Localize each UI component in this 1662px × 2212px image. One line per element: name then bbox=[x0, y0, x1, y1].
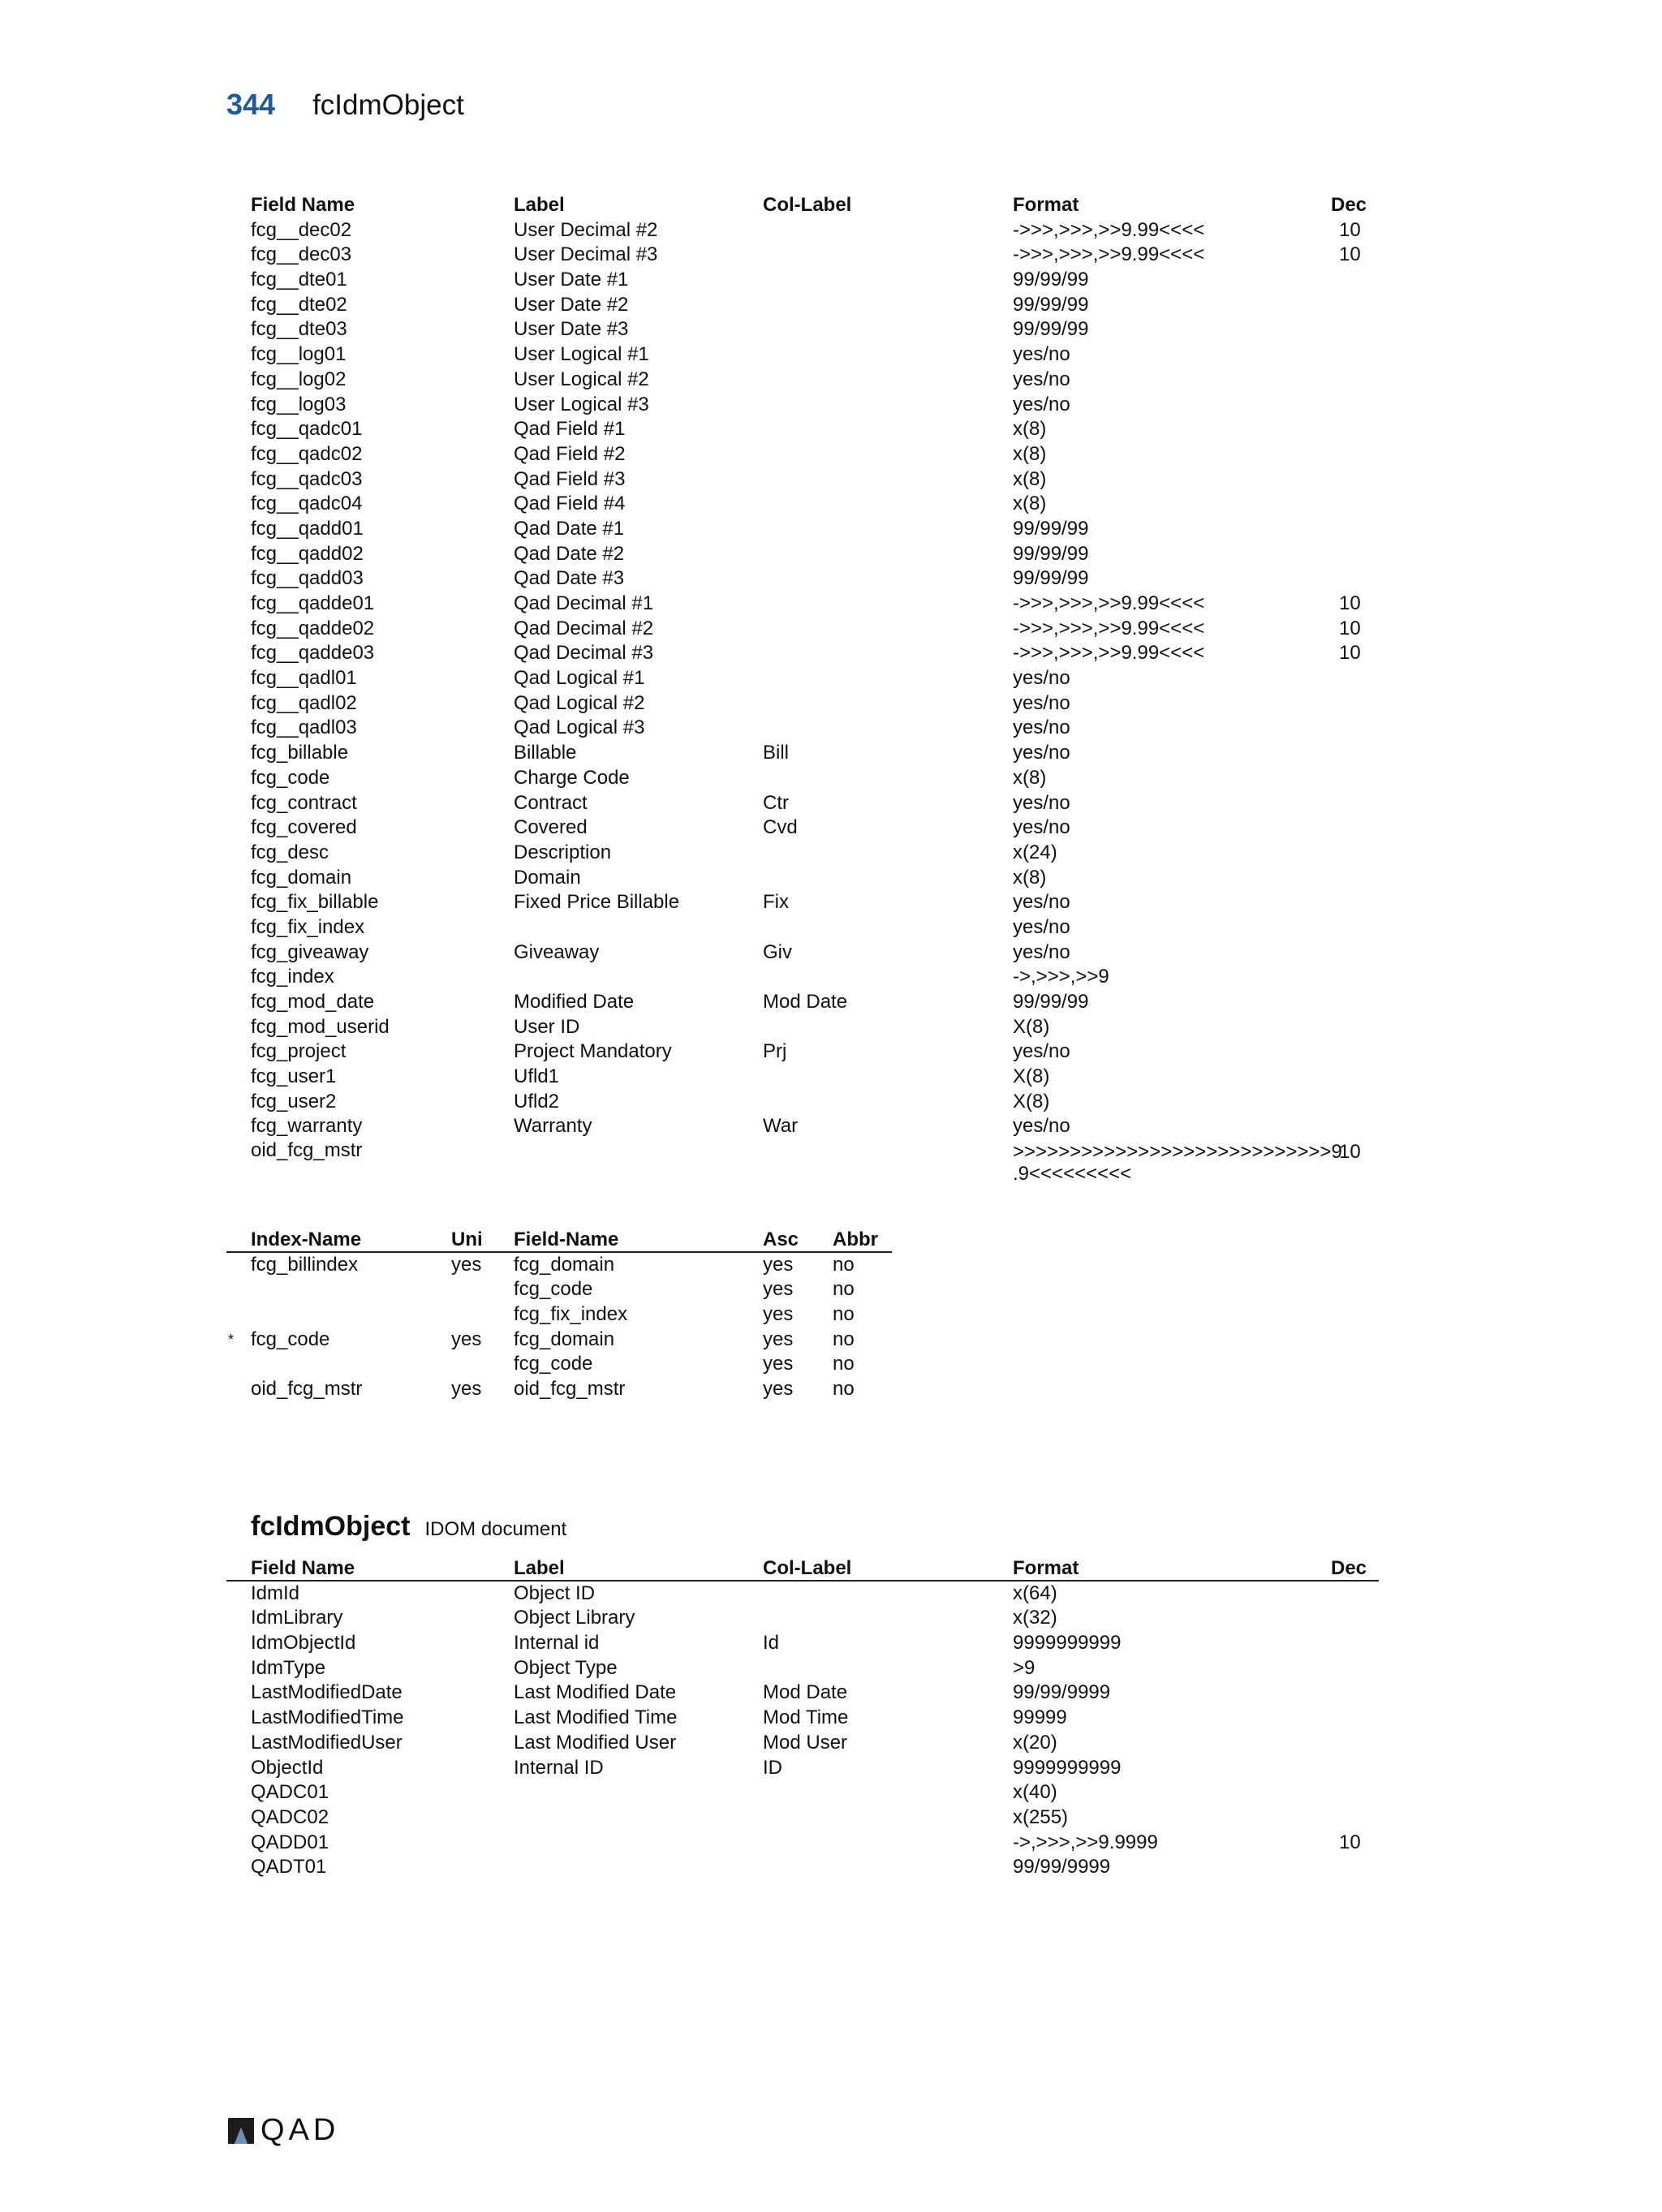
field-name: QADC01 bbox=[251, 1781, 329, 1804]
asc: yes bbox=[763, 1253, 794, 1276]
abbr: no bbox=[833, 1253, 855, 1276]
format-line-2: .9<<<<<<<<< bbox=[1013, 1163, 1132, 1186]
col-col-label: Col-Label bbox=[763, 194, 852, 216]
page-title: fcIdmObject bbox=[312, 89, 464, 121]
field-name: oid_fcg_mstr bbox=[514, 1378, 626, 1401]
field-name: fcg_domain bbox=[251, 866, 352, 889]
label: User Logical #2 bbox=[514, 368, 649, 390]
abbr: no bbox=[833, 1303, 855, 1326]
field-name: fcg_fix_billable bbox=[251, 891, 379, 914]
label: Qad Date #3 bbox=[514, 567, 625, 590]
label: Qad Date #2 bbox=[514, 542, 625, 565]
field-name: IdmType bbox=[251, 1656, 326, 1679]
table-row bbox=[226, 1656, 1379, 1681]
field-name: fcg_covered bbox=[251, 816, 357, 839]
label: User Logical #3 bbox=[514, 393, 649, 415]
label: Qad Field #2 bbox=[514, 442, 626, 465]
field-name: LastModifiedUser bbox=[251, 1731, 403, 1754]
format: 99/99/9999 bbox=[1013, 1856, 1111, 1878]
label: User Decimal #2 bbox=[514, 218, 658, 241]
label: Contract bbox=[514, 791, 588, 814]
table-row bbox=[226, 816, 1379, 841]
field-name: fcg__qadc02 bbox=[251, 442, 363, 465]
format: yes/no bbox=[1013, 717, 1070, 739]
table-row bbox=[226, 1065, 1379, 1090]
label: Qad Decimal #3 bbox=[514, 642, 654, 665]
label: Qad Decimal #1 bbox=[514, 592, 654, 614]
col-dec: Dec bbox=[1331, 1557, 1367, 1579]
section-name: fcIdmObject bbox=[251, 1511, 411, 1542]
col-abbr: Abbr bbox=[833, 1229, 878, 1250]
col-label: Bill bbox=[763, 742, 790, 764]
label: Object ID bbox=[514, 1582, 596, 1604]
format: 99/99/99 bbox=[1013, 293, 1089, 316]
field-name: fcg_giveaway bbox=[251, 940, 369, 963]
label: Object Type bbox=[514, 1656, 618, 1679]
dec: 10 bbox=[1339, 218, 1361, 241]
field-name: IdmId bbox=[251, 1582, 300, 1604]
index-row bbox=[226, 1328, 892, 1353]
label: User Date #2 bbox=[514, 293, 629, 316]
index-row bbox=[226, 1302, 892, 1328]
format: x(8) bbox=[1013, 418, 1047, 441]
table-row bbox=[226, 592, 1379, 617]
field-name: fcg__log02 bbox=[251, 368, 347, 390]
abbr: no bbox=[833, 1353, 855, 1375]
qad-logo bbox=[226, 2113, 339, 2148]
table-row bbox=[226, 317, 1379, 342]
field-name: fcg_billable bbox=[251, 742, 349, 764]
fields-table-header bbox=[226, 193, 1379, 218]
field-name: fcg__qadc04 bbox=[251, 493, 363, 515]
field-name: fcg_user2 bbox=[251, 1090, 337, 1112]
field-name: oid_fcg_mstr bbox=[251, 1139, 363, 1162]
col-field-name: Field Name bbox=[251, 194, 355, 216]
table-row bbox=[226, 243, 1379, 268]
format: x(8) bbox=[1013, 493, 1047, 515]
table-row bbox=[226, 990, 1379, 1015]
label: User Logical #1 bbox=[514, 343, 649, 366]
format: 99/99/99 bbox=[1013, 517, 1089, 540]
field-name: fcg__log03 bbox=[251, 393, 347, 415]
field-name: fcg__dte01 bbox=[251, 269, 347, 291]
index-row bbox=[226, 1352, 892, 1377]
dec: 10 bbox=[1339, 592, 1361, 614]
table-row bbox=[226, 1631, 1379, 1656]
field-name: fcg_contract bbox=[251, 791, 357, 814]
table-row bbox=[226, 218, 1379, 243]
uni: yes bbox=[451, 1378, 482, 1401]
field-name: fcg__dec02 bbox=[251, 218, 352, 241]
fields-table bbox=[226, 193, 1379, 1186]
label: Project Mandatory bbox=[514, 1040, 672, 1063]
label: User Date #1 bbox=[514, 269, 629, 291]
format: yes/no bbox=[1013, 1040, 1070, 1063]
col-uni: Uni bbox=[451, 1229, 483, 1250]
table-row bbox=[226, 393, 1379, 418]
format: yes/no bbox=[1013, 816, 1070, 839]
field-name: IdmLibrary bbox=[251, 1607, 343, 1629]
field-name: fcg_index bbox=[251, 966, 334, 988]
page-header bbox=[226, 88, 464, 128]
table-row bbox=[226, 1582, 1379, 1607]
uni: yes bbox=[451, 1253, 482, 1276]
format: yes/no bbox=[1013, 791, 1070, 814]
table-row bbox=[226, 915, 1379, 940]
label: Modified Date bbox=[514, 991, 635, 1013]
format: yes/no bbox=[1013, 1115, 1070, 1138]
field-name: fcg_domain bbox=[514, 1328, 615, 1350]
index-name: oid_fcg_mstr bbox=[251, 1378, 363, 1401]
field-name: fcg_code bbox=[514, 1278, 593, 1301]
table-row bbox=[226, 1114, 1379, 1139]
format: x(8) bbox=[1013, 442, 1047, 465]
format: ->>>,>>>,>>9.99<<<< bbox=[1013, 243, 1205, 266]
field-name: QADD01 bbox=[251, 1831, 329, 1853]
field-name: QADT01 bbox=[251, 1856, 327, 1878]
index-row bbox=[226, 1377, 892, 1402]
idm-table-header bbox=[226, 1556, 1379, 1582]
table-row bbox=[226, 1756, 1379, 1781]
col-label: Mod Time bbox=[763, 1706, 849, 1729]
format: 99/99/99 bbox=[1013, 567, 1089, 590]
label: Last Modified User bbox=[514, 1731, 677, 1754]
table-row bbox=[226, 1805, 1379, 1831]
table-row bbox=[226, 268, 1379, 293]
format: ->>>,>>>,>>9.99<<<< bbox=[1013, 617, 1205, 639]
format: x(64) bbox=[1013, 1582, 1057, 1604]
col-field-name: Field Name bbox=[251, 1557, 355, 1579]
abbr: no bbox=[833, 1328, 855, 1350]
col-field-name: Field-Name bbox=[514, 1229, 619, 1250]
table-row bbox=[226, 1831, 1379, 1856]
label: Warranty bbox=[514, 1115, 592, 1138]
format: yes/no bbox=[1013, 742, 1070, 764]
label: Qad Logical #1 bbox=[514, 667, 645, 690]
field-name: fcg__qadl01 bbox=[251, 667, 357, 690]
format: x(8) bbox=[1013, 467, 1047, 490]
label: Covered bbox=[514, 816, 588, 839]
label: Object Library bbox=[514, 1607, 635, 1629]
table-row bbox=[226, 417, 1379, 442]
field-name: QADC02 bbox=[251, 1805, 329, 1828]
format: ->>>,>>>,>>9.99<<<< bbox=[1013, 218, 1205, 241]
asc: yes bbox=[763, 1353, 794, 1375]
table-row bbox=[226, 1780, 1379, 1805]
field-name: fcg__qadd03 bbox=[251, 567, 364, 590]
section-title bbox=[251, 1511, 566, 1543]
qad-logo-icon bbox=[226, 2116, 256, 2145]
format: x(24) bbox=[1013, 841, 1057, 863]
dec: 10 bbox=[1339, 617, 1361, 639]
field-name: fcg__dte02 bbox=[251, 293, 347, 316]
format: yes/no bbox=[1013, 940, 1070, 963]
table-row bbox=[226, 1681, 1379, 1706]
index-row bbox=[226, 1253, 892, 1278]
field-name: fcg__qadd01 bbox=[251, 517, 364, 540]
label: Qad Field #1 bbox=[514, 418, 626, 441]
table-row bbox=[226, 1606, 1379, 1631]
format: 99/99/99 bbox=[1013, 318, 1089, 341]
index-name: fcg_billindex bbox=[251, 1253, 359, 1276]
table-row bbox=[226, 293, 1379, 318]
field-name: fcg_desc bbox=[251, 841, 329, 863]
format: 99999 bbox=[1013, 1706, 1067, 1729]
asc: yes bbox=[763, 1378, 794, 1401]
field-name: fcg_code bbox=[514, 1353, 593, 1375]
index-name: fcg_code bbox=[251, 1328, 330, 1350]
field-name: fcg_mod_userid bbox=[251, 1015, 390, 1038]
format: 99/99/99 bbox=[1013, 991, 1089, 1013]
table-row bbox=[226, 791, 1379, 816]
format: x(8) bbox=[1013, 766, 1047, 789]
col-label: Id bbox=[763, 1632, 780, 1655]
table-row bbox=[226, 542, 1379, 567]
field-name: fcg_domain bbox=[514, 1253, 615, 1276]
index-row bbox=[226, 1277, 892, 1302]
table-row bbox=[226, 517, 1379, 542]
label: Last Modified Date bbox=[514, 1681, 677, 1704]
label: Billable bbox=[514, 742, 577, 764]
format: 99/99/99 bbox=[1013, 269, 1089, 291]
label: Ufld2 bbox=[514, 1090, 560, 1112]
label: Qad Field #4 bbox=[514, 493, 626, 515]
label: Last Modified Time bbox=[514, 1706, 678, 1729]
table-row bbox=[226, 965, 1379, 990]
format: x(40) bbox=[1013, 1781, 1057, 1804]
label: Giveaway bbox=[514, 940, 600, 963]
table-row bbox=[226, 1855, 1379, 1880]
table-row bbox=[226, 841, 1379, 866]
format-line-1: >>>>>>>>>>>>>>>>>>>>>>>>>>>>9 bbox=[1013, 1141, 1342, 1164]
col-label: Cvd bbox=[763, 816, 798, 839]
format: x(8) bbox=[1013, 866, 1047, 889]
format: ->,>>>,>>9.9999 bbox=[1013, 1831, 1158, 1853]
dec: 10 bbox=[1339, 642, 1361, 665]
format: 99/99/9999 bbox=[1013, 1681, 1111, 1704]
col-label: War bbox=[763, 1115, 799, 1138]
table-row bbox=[226, 666, 1379, 691]
format: yes/no bbox=[1013, 891, 1070, 914]
col-format: Format bbox=[1013, 194, 1079, 216]
format: 9999999999 bbox=[1013, 1756, 1122, 1779]
label: Description bbox=[514, 841, 612, 863]
table-row bbox=[226, 766, 1379, 791]
abbr: no bbox=[833, 1278, 855, 1301]
idm-fields-table bbox=[226, 1556, 1379, 1880]
table-row bbox=[226, 1139, 1379, 1186]
col-label: Mod User bbox=[763, 1731, 848, 1754]
field-name: IdmObjectId bbox=[251, 1632, 356, 1655]
label: Internal id bbox=[514, 1632, 600, 1655]
table-row bbox=[226, 467, 1379, 493]
label: Qad Field #3 bbox=[514, 467, 626, 490]
format: X(8) bbox=[1013, 1090, 1050, 1112]
format: yes/no bbox=[1013, 368, 1070, 390]
col-label: Fix bbox=[763, 891, 789, 914]
table-row bbox=[226, 1090, 1379, 1115]
field-name: fcg__qadc03 bbox=[251, 467, 363, 490]
field-name: fcg_fix_index bbox=[251, 915, 365, 938]
col-label: Mod Date bbox=[763, 1681, 848, 1704]
format: yes/no bbox=[1013, 915, 1070, 938]
table-row bbox=[226, 641, 1379, 666]
label: User Decimal #3 bbox=[514, 243, 658, 266]
field-name: fcg__qadde03 bbox=[251, 642, 375, 665]
col-label: Giv bbox=[763, 940, 792, 963]
field-name: fcg_project bbox=[251, 1040, 347, 1063]
label: Domain bbox=[514, 866, 581, 889]
field-name: fcg__dte03 bbox=[251, 318, 347, 341]
table-row bbox=[226, 940, 1379, 966]
table-row bbox=[226, 492, 1379, 517]
format: yes/no bbox=[1013, 667, 1070, 690]
col-label: Label bbox=[514, 1557, 565, 1579]
format: x(20) bbox=[1013, 1731, 1057, 1754]
col-label: Label bbox=[514, 194, 565, 216]
label: Qad Date #1 bbox=[514, 517, 625, 540]
uni: yes bbox=[451, 1328, 482, 1350]
table-row bbox=[226, 617, 1379, 642]
primary-index-marker: * bbox=[228, 1331, 235, 1348]
col-format: Format bbox=[1013, 1557, 1079, 1579]
asc: yes bbox=[763, 1328, 794, 1350]
table-row bbox=[226, 566, 1379, 592]
format: X(8) bbox=[1013, 1015, 1050, 1038]
col-col-label: Col-Label bbox=[763, 1557, 852, 1579]
label: User Date #3 bbox=[514, 318, 629, 341]
field-name: fcg_mod_date bbox=[251, 991, 375, 1013]
format: >9 bbox=[1013, 1656, 1036, 1679]
table-row bbox=[226, 442, 1379, 467]
page-number: 344 bbox=[226, 88, 276, 121]
col-asc: Asc bbox=[763, 1229, 799, 1250]
dec: 10 bbox=[1339, 1831, 1361, 1853]
field-name: fcg__qadde02 bbox=[251, 617, 375, 639]
field-name: fcg__qadl02 bbox=[251, 691, 357, 714]
dec-value: 10 bbox=[1339, 1141, 1361, 1164]
index-table-header bbox=[226, 1228, 892, 1253]
label: Fixed Price Billable bbox=[514, 891, 680, 914]
field-name: fcg__qadl03 bbox=[251, 717, 357, 739]
table-row bbox=[226, 741, 1379, 766]
label: User ID bbox=[514, 1015, 580, 1038]
format: 9999999999 bbox=[1013, 1632, 1122, 1655]
label: Charge Code bbox=[514, 766, 630, 789]
field-name: fcg__qadc01 bbox=[251, 418, 363, 441]
table-row bbox=[226, 368, 1379, 393]
asc: yes bbox=[763, 1278, 794, 1301]
abbr: no bbox=[833, 1378, 855, 1401]
section-description: IDOM document bbox=[424, 1518, 567, 1540]
col-label: Prj bbox=[763, 1040, 787, 1063]
col-label: Ctr bbox=[763, 791, 789, 814]
format: yes/no bbox=[1013, 343, 1070, 366]
table-row bbox=[226, 342, 1379, 368]
field-name: fcg__log01 bbox=[251, 343, 347, 366]
field-name: ObjectId bbox=[251, 1756, 324, 1779]
logo-text: QAD bbox=[260, 2113, 340, 2147]
label: Qad Logical #3 bbox=[514, 717, 645, 739]
format: ->>>,>>>,>>9.99<<<< bbox=[1013, 642, 1205, 665]
table-row bbox=[226, 716, 1379, 741]
table-row bbox=[226, 1731, 1379, 1756]
table-row bbox=[226, 866, 1379, 891]
field-name: fcg__dec03 bbox=[251, 243, 352, 266]
label: Qad Decimal #2 bbox=[514, 617, 654, 639]
field-name: LastModifiedDate bbox=[251, 1681, 403, 1704]
field-name: fcg__qadde01 bbox=[251, 592, 375, 614]
label: Internal ID bbox=[514, 1756, 604, 1779]
index-table bbox=[226, 1228, 892, 1402]
format: ->>>,>>>,>>9.99<<<< bbox=[1013, 592, 1205, 614]
table-row bbox=[226, 1706, 1379, 1731]
field-name: LastModifiedTime bbox=[251, 1706, 404, 1729]
col-index-name: Index-Name bbox=[251, 1229, 362, 1250]
col-label: ID bbox=[763, 1756, 782, 1779]
col-label: Mod Date bbox=[763, 991, 848, 1013]
asc: yes bbox=[763, 1303, 794, 1326]
format: yes/no bbox=[1013, 691, 1070, 714]
format: X(8) bbox=[1013, 1065, 1050, 1088]
field-name: fcg_code bbox=[251, 766, 330, 789]
format: 99/99/99 bbox=[1013, 542, 1089, 565]
table-row bbox=[226, 691, 1379, 717]
label: Ufld1 bbox=[514, 1065, 560, 1088]
dec: 10 bbox=[1339, 243, 1361, 266]
field-name: fcg_fix_index bbox=[514, 1303, 628, 1326]
field-name: fcg_warranty bbox=[251, 1115, 363, 1138]
field-name: fcg__qadd02 bbox=[251, 542, 364, 565]
field-name: fcg_user1 bbox=[251, 1065, 337, 1088]
col-dec: Dec bbox=[1331, 194, 1367, 216]
table-row bbox=[226, 1039, 1379, 1065]
label: Qad Logical #2 bbox=[514, 691, 645, 714]
table-row bbox=[226, 1015, 1379, 1040]
format: yes/no bbox=[1013, 393, 1070, 415]
format: ->,>>>,>>9 bbox=[1013, 966, 1109, 988]
format: x(255) bbox=[1013, 1805, 1069, 1828]
format: x(32) bbox=[1013, 1607, 1057, 1629]
table-row bbox=[226, 890, 1379, 915]
